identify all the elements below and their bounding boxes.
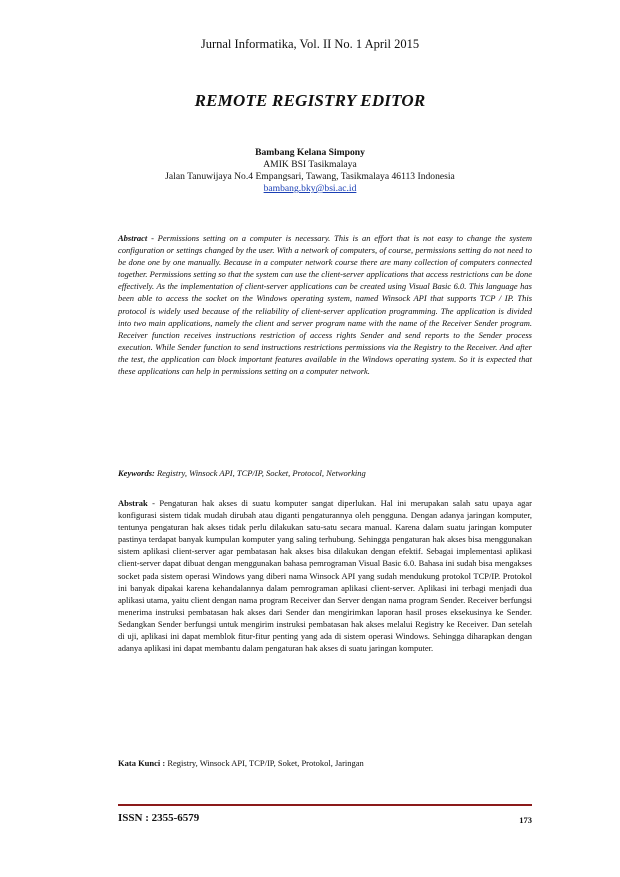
- keywords-indonesian-heading: Kata Kunci :: [118, 758, 166, 768]
- abstract-indonesian-heading: Abstrak: [118, 498, 148, 508]
- author-address: Jalan Tanuwijaya No.4 Empangsari, Tawang, Tasikmalaya 46113 Indonesia: [165, 171, 455, 182]
- author-email-link[interactable]: bambang.bky@bsi.ac.id: [263, 183, 357, 194]
- paper-title: REMOTE REGISTRY EDITOR: [194, 91, 426, 110]
- footer-issn: ISSN : 2355-6579: [118, 812, 200, 824]
- journal-header: Jurnal Informatika, Vol. II No. 1 April 2015: [200, 37, 420, 51]
- page-number: 173: [519, 815, 532, 825]
- keywords-english: [118, 467, 532, 479]
- abstract-indonesian-text: - Pengaturan hak akses di suatu komputer sangat diperlukan. Hal ini merupakan salah satu upaya agar konfigurasi sistem tidak mudah dirubah atau diganti pengaturannya oleh pengguna. Dengan adanya jaringan komputer, tentunya pengaturan hak akses tidak perlu dilakukan satu-satu secara manual. Karena dalam suatu jaringan komputer pastinya terdapat banyak kumpulan komputer yang saling terhubung. Sehingga pengaturan hak akses bisa menggunakan sistem aplikasi client-server agar pembatasan hak akses bisa dilakukan dengan efektif. Sebagai implementasi aplikasi client-server dapat dibuat dengan menggunakan bahasa pemrograman Visual Basic 6.0. Bahasa ini sudah bisa mengakses socket pada sistem operasi Windows yang diberi nama Winsock API yang sudah mendukung protokol TCP/IP. Protokol ini banyak dipakai karena kehandalannya dalam pemrograman aplikasi client-server. Aplikasi ini terbagi menjadi dua aplikasi utama, yaitu client dengan nama program Receiver dan Server dengan nama program Sender. Receiver berfungsi menerima instruksi pembatasan hak akses dari Sender dan mengirimkan laporan hasil proses eksekusinya ke Sender. Sedangkan Sender berfungsi untuk mengirim instruksi pembatasan hak akses melalui Registry ke Receiver. Dan setelah di uji, aplikasi ini dapat memblok fitur-fitur penting yang ada di sistem operasi Windows. Sehingga diharapkan dengan adanya aplikasi ini dapat membantu dalam pengaturan hak akses di suatu jaringan komputer.: [118, 498, 532, 654]
- abstract-english: [118, 232, 532, 377]
- keywords-indonesian: [118, 757, 532, 769]
- author-block: [0, 147, 620, 195]
- abstract-english-heading: Abstract: [118, 233, 148, 243]
- abstract-english-text: - Permissions setting on a computer is necessary. This is an effort that is not easy to change the system configuration or settings changed by the user. With a network of computers, of course, permissions setting do not need to be done one by one manually. Because in a computer network course there are many collection of computers connected together. Permissions setting so that the system can use the client-server applications that access restrictions can be done effectively. As the implementation of client-server applications can be created using Visual Basic 6.0. This language has been able to access the socket on the Windows operating system, named Winsock API that supports TCP / IP. This protocol is widely used because of the reliability of client-server application programming. The application is divided into two main applications, namely the client and server program name with the name of the Receiver Sender program. Receiver function receives instructions restriction of access rights Sender and send reports to the Sender process execution. While Sender function to send instructions restrictions permissions via the Registry to the Receiver. And after the test, the application can block important features available in the Windows operating system. So it is expected that these applications can help in permissions setting on a computer network.: [118, 233, 532, 377]
- author-affiliation: AMIK BSI Tasikmalaya: [263, 159, 357, 170]
- keywords-english-text: Registry, Winsock API, TCP/IP, Socket, Protocol, Networking: [154, 468, 366, 478]
- abstract-indonesian: [118, 497, 532, 654]
- keywords-english-heading: Keywords:: [118, 468, 155, 478]
- keywords-indonesian-text: Registry, Winsock API, TCP/IP, Soket, Protokol, Jaringan: [165, 758, 364, 768]
- author-name: Bambang Kelana Simpony: [255, 147, 365, 158]
- footer-divider: [118, 804, 532, 806]
